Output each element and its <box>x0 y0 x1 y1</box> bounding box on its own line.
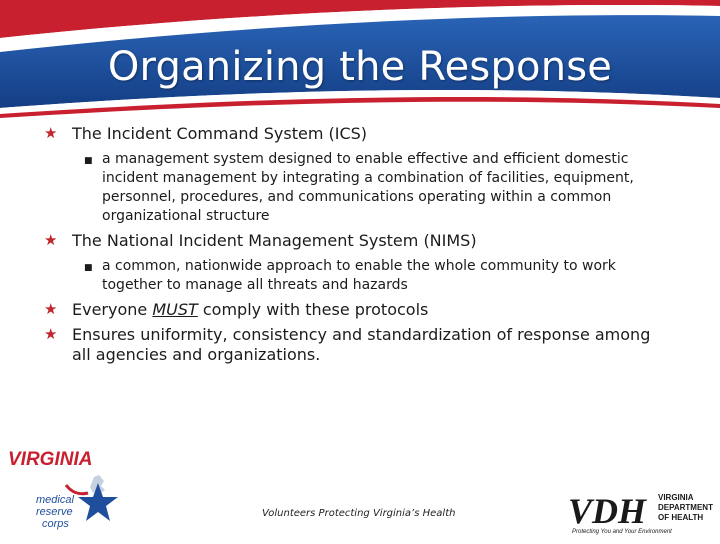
vdh-line2: DEPARTMENT <box>658 503 713 512</box>
square-icon: ■ <box>84 156 93 166</box>
sub-bullet-text: a common, nationwide approach to enable the whole community to work together to manage all threats and hazards <box>102 258 616 293</box>
vdh-logo <box>566 490 716 536</box>
mrc-state: VIRGINIA <box>8 449 93 470</box>
vdh-tagline: Protecting You and Your Environment <box>572 529 672 535</box>
bullet-text: Ensures uniformity, consistency and standardization of response among all agencies and organizations. <box>72 325 651 364</box>
square-icon: ■ <box>84 263 93 273</box>
header-banner <box>0 0 720 125</box>
bullet-text: The Incident Command System (ICS) <box>72 124 368 143</box>
bullet-text <box>72 300 428 320</box>
star-icon: ★ <box>44 124 58 142</box>
star-icon: ★ <box>44 325 58 343</box>
mrc-line1: medical <box>36 494 74 506</box>
vdh-line1: VIRGINIA <box>658 493 694 502</box>
footer-tagline: Volunteers Protecting Virginia’s Health <box>262 508 456 519</box>
bullet-text-emphasis: MUST <box>152 300 198 319</box>
bullet-text-post: comply with these protocols <box>197 300 429 319</box>
vdh-line3: OF HEALTH <box>658 513 704 522</box>
bullet-text: The National Incident Management System (NIMS) <box>72 231 477 250</box>
star-icon: ★ <box>44 231 58 249</box>
mrc-line3: corps <box>42 518 69 530</box>
slide-title: Organizing the Response <box>107 44 613 90</box>
star-icon: ★ <box>44 300 58 318</box>
vdh-mark: VDH <box>568 491 647 531</box>
bullet-text-pre: Everyone <box>72 300 153 319</box>
mrc-logo <box>6 445 136 540</box>
mrc-line2: reserve <box>36 506 73 518</box>
sub-bullet-text: a management system designed to enable effective and efficient domestic incident management by integrating a combination of facilities, equipment, personnel, procedures, and communications operating within a common organizational structure <box>102 151 634 224</box>
